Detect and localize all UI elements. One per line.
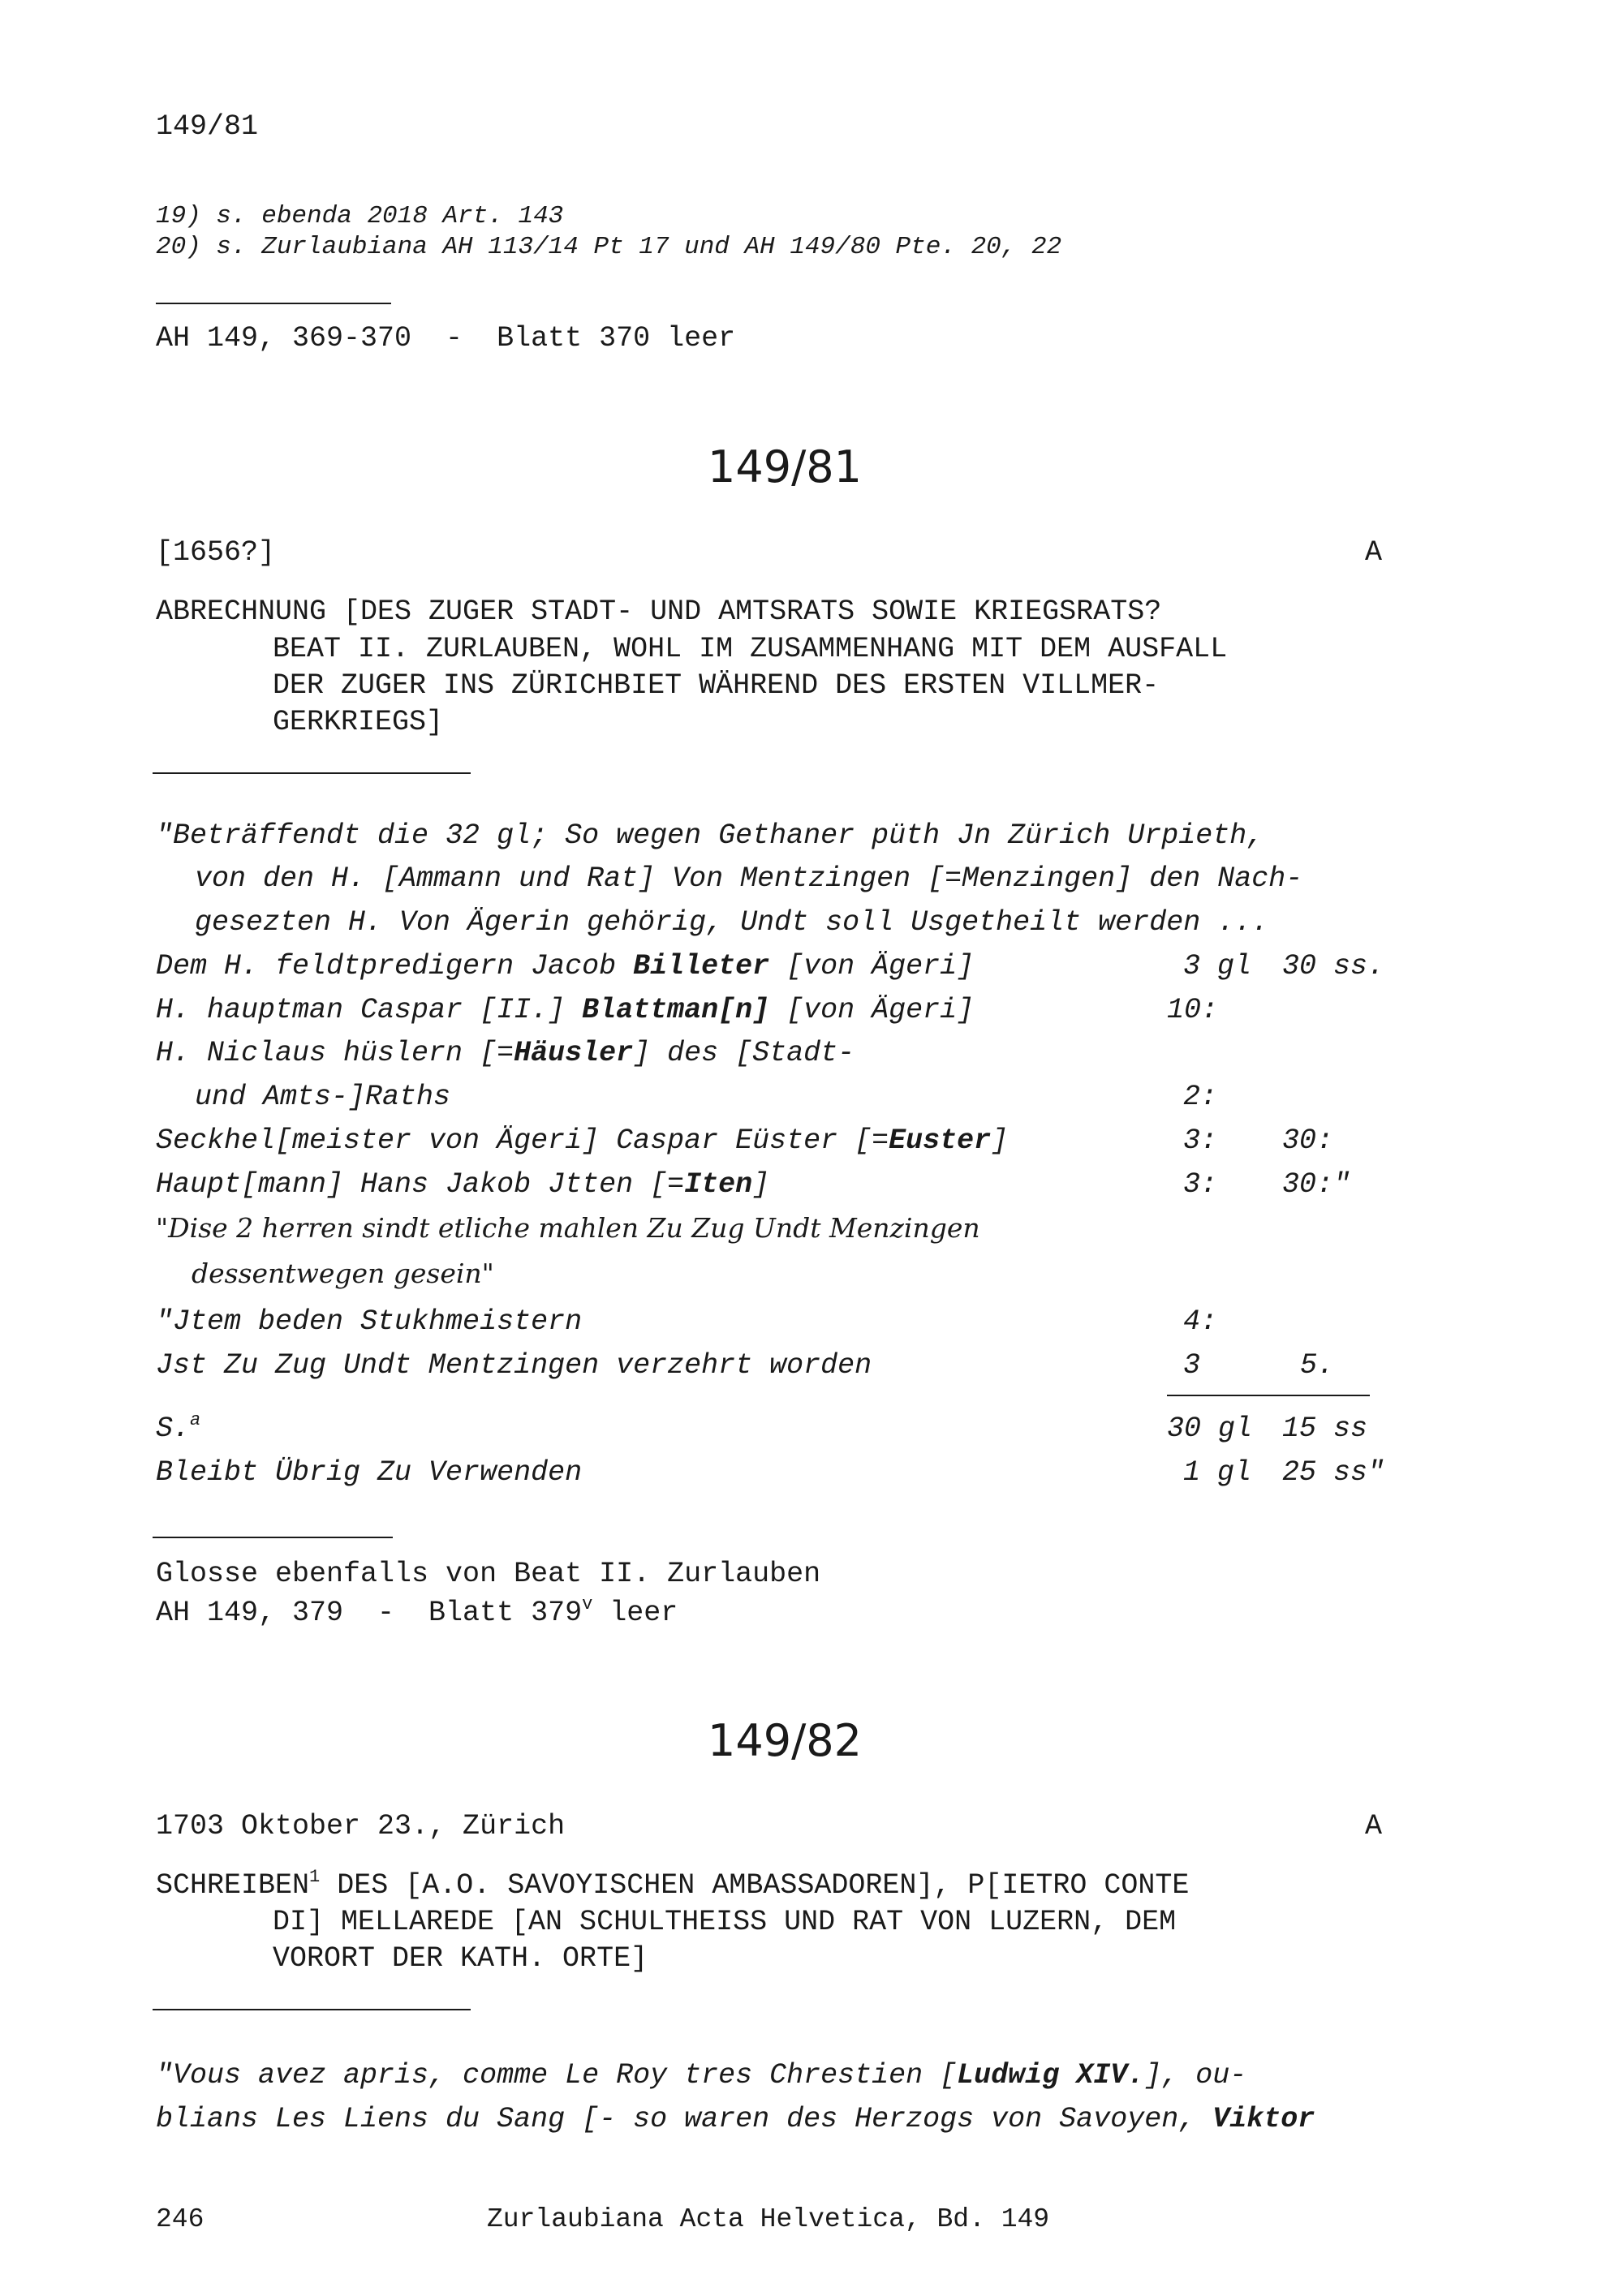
ledger-row-label: Seckhel[meister von Ägeri] Caspar Eüster [=Euster] [156, 1124, 1009, 1157]
transcription-line: blians Les Liens du Sang [- so waren des Herzogs von Savoyen, Viktor [156, 2103, 1315, 2135]
document-heading-line: BEAT II. ZURLAUBEN, WOHL IM ZUSAMMENHANG MIT DEM AUSFALL [273, 633, 1228, 665]
remainder-ss: 25 ss" [1282, 1456, 1385, 1489]
ledger-gl: 3: [1183, 1124, 1218, 1157]
ledger-gl: 4: [1183, 1305, 1218, 1338]
divider [156, 303, 391, 304]
transcription-line: "Vous avez apris, comme Le Roy tres Chrestien [Ludwig XIV.], ou- [156, 2059, 1247, 2092]
footer-title: Zurlaubiana Acta Helvetica, Bd. 149 [487, 2204, 1050, 2234]
sum-label: S.$^a$ [156, 1410, 201, 1445]
divider [153, 1537, 393, 1538]
ledger-row-label: "Jtem beden Stukhmeistern [156, 1305, 583, 1338]
ledger-row-label: H. Niclaus hüslern [=Häusler] des [Stadt- [156, 1037, 855, 1069]
transcription-line: gesezten H. Von Ägerin gehörig, Undt soll Usgetheilt werden ... [195, 906, 1269, 939]
transcription-line: von den H. [Ammann und Rat] Von Mentzingen [=Menzingen] den Nach- [195, 862, 1303, 895]
divider [153, 2009, 471, 2010]
ledger-gl: 3 [1183, 1349, 1201, 1382]
transcription-line: "Beträffendt die 32 gl; So wegen Gethaner püth Jn Zürich Urpieth, [156, 819, 1264, 852]
document-heading-line: DI] MELLAREDE [AN SCHULTHEISS UND RAT VON LUZERN, DEM [273, 1906, 1177, 1938]
remainder-gl: 1 gl [1183, 1456, 1252, 1489]
document-number: 149/82 [708, 1715, 862, 1766]
document-heading-line: SCHREIBEN$^1$ DES [A.O. SAVOYISCHEN AMBASSADOREN], P[IETRO CONTE [156, 1867, 1190, 1902]
ledger-gl: 3: [1183, 1168, 1218, 1201]
handwritten-note: "Dise 2 herren sindt etliche mahlen Zu Zug Undt Menzingen [156, 1212, 980, 1244]
document-date: 1703 Oktober 23., Zürich [156, 1810, 566, 1842]
ledger-ss: 30: [1282, 1124, 1334, 1157]
ledger-ss: 30 ss. [1282, 950, 1385, 982]
footnote-19: 19) s. ebenda 2018 Art. 143 [156, 202, 564, 230]
ledger-row-label: und Amts-]Raths [195, 1081, 451, 1113]
ledger-row-label: Dem H. feldtpredigern Jacob Billeter [von Ägeri] [156, 950, 975, 982]
running-header: 149/81 [156, 110, 259, 143]
sum-rule [1167, 1395, 1370, 1396]
sum-gl: 30 gl [1167, 1412, 1253, 1445]
source-line: AH 149, 369-370 - Blatt 370 leer [156, 322, 736, 355]
document-type: A [1365, 536, 1383, 569]
document-number: 149/81 [708, 441, 862, 492]
document-heading-line: ABRECHNUNG [DES ZUGER STADT- UND AMTSRATS SOWIE KRIEGSRATS? [156, 595, 1162, 628]
sum-ss: 15 ss [1282, 1412, 1368, 1445]
gloss-note: Glosse ebenfalls von Beat II. Zurlauben [156, 1558, 821, 1590]
page-number: 246 [156, 2204, 204, 2234]
document-type: A [1365, 1810, 1383, 1842]
document-heading-line: GERKRIEGS] [273, 706, 444, 738]
ledger-ss: 5. [1300, 1349, 1335, 1382]
ledger-row-label: Jst Zu Zug Undt Mentzingen verzehrt worden [156, 1349, 872, 1382]
document-date: [1656?] [156, 536, 276, 569]
divider [153, 772, 471, 774]
ledger-row-label: Haupt[mann] Hans Jakob Jtten [=Iten] [156, 1168, 770, 1201]
ledger-gl: 10: [1167, 994, 1219, 1026]
ledger-gl: 3 gl [1183, 950, 1252, 982]
document-heading-line: DER ZUGER INS ZÜRICHBIET WÄHREND DES ERSTEN VILLMER- [273, 669, 1160, 702]
document-heading-line: VORORT DER KATH. ORTE] [273, 1942, 648, 1975]
ledger-ss: 30:" [1282, 1168, 1351, 1201]
footnote-20: 20) s. Zurlaubiana AH 113/14 Pt 17 und AH 149/80 Pte. 20, 22 [156, 233, 1062, 261]
ledger-row-label: H. hauptman Caspar [II.] Blattman[n] [von Ägeri] [156, 994, 975, 1026]
ledger-gl: 2: [1183, 1081, 1218, 1113]
remainder-label: Bleibt Übrig Zu Verwenden [156, 1456, 583, 1489]
source-line: AH 149, 379 - Blatt 379$^v$ leer [156, 1594, 678, 1629]
handwritten-note: dessentwegen gesein" [192, 1258, 494, 1289]
